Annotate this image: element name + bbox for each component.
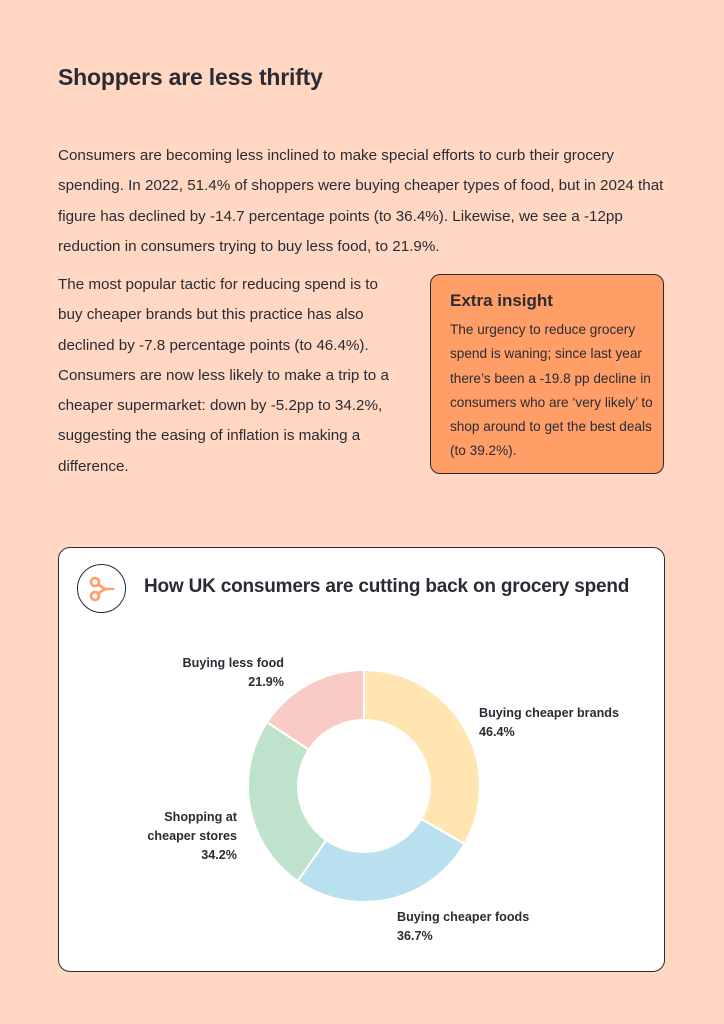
donut-slice-shopping-at-cheaper-stores [248, 722, 326, 881]
chart-title: How UK consumers are cutting back on grocery spend [144, 576, 630, 597]
chart-card [58, 547, 665, 972]
label-buying-less-food [159, 654, 284, 692]
page-title: Shoppers are less thrifty [58, 64, 323, 90]
intro-paragraph: Consumers are becoming less inclined to make special efforts to curb their grocery spending. In 2022, 51.4% of shoppers were buying cheaper types of food, but in 2024 that figure has declined by -14.7 percentage points (to 36.4%). Likewise, we see a -12pp reduction in consumers trying to buy less food, to 21.9%. [58, 147, 664, 255]
insight-text: The urgency to reduce grocery spend is waning; since last year there’s been a -19.8 pp decline in consumers who are ‘very likely’ to shop around to get the best deals (to 39.2%). [450, 322, 653, 459]
label-value: 21.9% [248, 675, 284, 689]
label-buying-cheaper-foods [397, 908, 529, 946]
label-value: 36.7% [397, 929, 433, 943]
label-value: 34.2% [201, 848, 237, 862]
label-shopping-at-cheaper-stores [119, 808, 237, 865]
label-name: Buying cheaper foods [397, 910, 530, 924]
donut-chart [59, 548, 663, 970]
body-paragraph: The most popular tactic for reducing spend is to buy cheaper brands but this practice has also declined by -7.8 percentage points (to 46.4%). Consumers are now less likely to make a trip to a cheaper supermarket: down by -5.2pp to 34.2%, suggesting the easing of inflation is making a difference. [58, 276, 389, 475]
donut-slice-buying-cheaper-foods [298, 819, 465, 902]
label-name: Buying less food [182, 656, 284, 670]
label-name: Shopping at cheaper stores [147, 810, 237, 843]
label-value: 46.4% [479, 725, 515, 739]
label-name: Buying cheaper brands [479, 706, 619, 720]
extra-insight-box [430, 274, 664, 474]
insight-title: Extra insight [450, 291, 553, 310]
donut-slice-buying-cheaper-brands [364, 670, 480, 844]
label-buying-cheaper-brands [479, 704, 619, 742]
